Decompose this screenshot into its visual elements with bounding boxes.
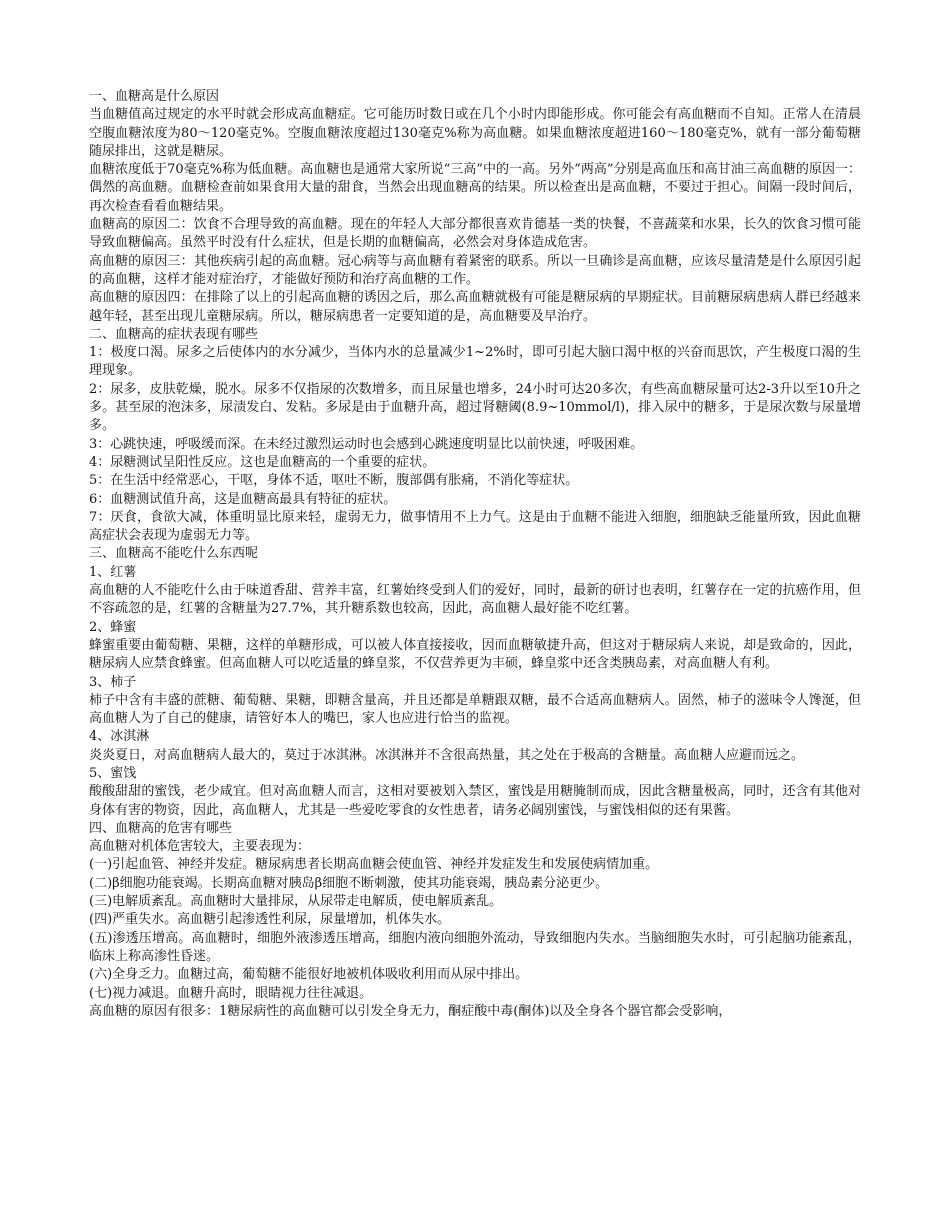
list-item: 3：心跳快速，呼吸缓而深。在未经过激烈运动时也会感到心跳速度明显比以前快速，呼吸困难。 <box>89 436 644 452</box>
list-item: (三)电解质紊乱。高血糖时大量排尿，从尿带走电解质，使电解质紊乱。 <box>89 894 503 910</box>
list-item: (一)引起血管、神经并发症。糖尿病患者长期高血糖会使血管、神经并发症发生和发展使病情加重。 <box>89 857 659 873</box>
paragraph: 血糖浓度低于70毫克%称为低血糖。高血糖也是通常大家所说“三高”中的一高。另外“两高”分别是高血压和高甘油三高血糖的原因一：偶然的高血糖。血糖检查前如果食用大量的甜食，当然会出现血糖高的结果。所以检查出是高血糖，不要过于担心。间隔一段时间后，再次检查看看血糖结果。 <box>89 162 861 214</box>
list-item: (五)渗透压增高。高血糖时，细胞外液渗透压增高，细胞内液向细胞外流动，导致细胞内失水。当脑细胞失水时，可引起脑功能紊乱，临床上称高渗性昏迷。 <box>89 930 861 964</box>
list-item: 1：极度口渴。尿多之后使体内的水分减少，当体内水的总量减少1~2%时，即可引起大脑口渴中枢的兴奋而思饮，产生极度口渴的生理现象。 <box>89 345 861 379</box>
subheading: 2、蜂蜜 <box>89 619 137 635</box>
subheading: 4、冰淇淋 <box>89 729 150 745</box>
heading-cause: 一、血糖高是什么原因 <box>89 89 220 104</box>
list-item: (二)β细胞功能衰竭。长期高血糖对胰岛β细胞不断刺激，使其功能衰竭，胰岛素分泌更少。 <box>89 875 609 891</box>
subheading: 5、蜜饯 <box>89 765 137 781</box>
paragraph: 高血糖的原因三：其他疾病引起的高血糖。冠心病等与高血糖有着紧密的联系。所以一旦确诊是高血糖，应该尽量清楚是什么原因引起的高血糖，这样才能对症治疗，才能做好预防和治疗高血糖的工作。 <box>89 253 861 287</box>
paragraph: 蜂蜜重要由葡萄糖、果糖，这样的单糖形成，可以被人体直接接收，因而血糖敏捷升高，但这对于糖尿病人来说，却是致命的，因此，糖尿病人应禁食蜂蜜。但高血糖人可以吃适量的蜂皇浆，不仅营养更为丰硕，蜂皇浆中还含类胰岛素，对高血糖人有利。 <box>89 637 861 672</box>
list-item: (七)视力减退。血糖升高时，眼睛视力往往减退。 <box>89 985 373 1001</box>
document-page <box>89 88 861 1021</box>
paragraph: 高血糖对机体危害较大，主要表现为： <box>89 839 311 855</box>
paragraph: 血糖高的原因二：饮食不合理导致的高血糖。现在的年轻人大部分都很喜欢肯德基一类的快餐，不喜蔬菜和水果，长久的饮食习惯可能导致血糖偏高。虽然平时没有什么症状，但是长期的血糖偏高，必然会对身体造成危害。 <box>89 217 861 251</box>
heading-foods: 三、血糖高不能吃什么东西呢 <box>89 546 259 562</box>
paragraph: 当血糖值高过规定的水平时就会形成高血糖症。它可能历时数日或在几个小时内即能形成。你可能会有高血糖而不自知。正常人在清晨空腹血糖浓度为80～120毫克%。空腹血糖浓度超过130毫克%称为高血糖。如果血糖浓度超进160～180毫克%，就有一部分葡萄糖随尿排出，这就是糖尿。 <box>89 107 861 159</box>
paragraph: 柿子中含有丰盛的蔗糖、葡萄糖、果糖，即糖含量高，并且还都是单糖跟双糖，最不合适高血糖病人。固然，柿子的滋味令人馋涎，但高血糖人为了自己的健康，请管好本人的嘴巴，家人也应进行恰当的监视。 <box>89 692 861 727</box>
paragraph: 酸酸甜甜的蜜饯，老少咸宜。但对高血糖人而言，这相对要被划入禁区，蜜饯是用糖腌制而成，因此含糖量极高，同时，还含有其他对身体有害的物资，因此，高血糖人，尤其是一些爱吃零食的女性患者，请务必阔别蜜饯，与蜜饯相似的还有果酱。 <box>89 784 861 818</box>
list-item: 7：厌食，食欲大减，体重明显比原来轻，虚弱无力，做事情用不上力气。这是由于血糖不能进入细胞，细胞缺乏能量所致，因此血糖高症状会表现为虚弱无力等。 <box>89 509 861 544</box>
list-item: 6：血糖测试值升高，这是血糖高最具有特征的症状。 <box>89 491 397 507</box>
paragraph: 炎炎夏日，对高血糖病人最大的，莫过于冰淇淋。冰淇淋并不含很高热量，其之处在于极高的含糖量。高血糖人应避而远之。 <box>89 747 805 763</box>
paragraph: 高血糖的原因有很多：1糖尿病性的高血糖可以引发全身无力，酮症酸中毒(酮体)以及全身各个器官都会受影响， <box>89 1003 732 1019</box>
heading-symptoms: 二、血糖高的症状表现有哪些 <box>89 326 259 342</box>
list-item: 4：尿糖测试呈阳性反应。这也是血糖高的一个重要的症状。 <box>89 454 436 470</box>
heading-harms: 四、血糖高的危害有哪些 <box>89 820 233 836</box>
list-item: 2：尿多，皮肤乾燥，脱水。尿多不仅指尿的次数增多，而且尿量也增多，24小时可达20多次，有些高血糖尿量可达2-3升以至10升之多。甚至尿的泡沫多，尿渍发白、发粘。多尿是由于血糖升高，超过肾糖阈(8.9~10mmol/l)，排入尿中的糖多，于是尿次数与尿量增多。 <box>89 381 861 434</box>
subheading: 3、柿子 <box>89 674 137 690</box>
subheading: 1、红薯 <box>89 564 137 580</box>
list-item: (四)严重失水。高血糖引起渗透性利尿，尿量增加，机体失水。 <box>89 912 451 928</box>
list-item: 5：在生活中经常恶心，干呕，身体不适，呕吐不断，腹部偶有胀痛，不消化等症状。 <box>89 473 579 489</box>
paragraph: 高血糖的人不能吃什么由于味道香甜、营养丰富，红薯始终受到人们的爱好，同时，最新的研讨也表明，红薯存在一定的抗癌作用，但不容疏忽的是，红薯的含糖量为27.7%，其升糖系数也较高，因此，高血糖人最好能不吃红薯。 <box>89 583 861 617</box>
list-item: (六)全身乏力。血糖过高，葡萄糖不能很好地被机体吸收利用而从尿中排出。 <box>89 967 529 983</box>
paragraph: 高血糖的原因四：在排除了以上的引起高血糖的诱因之后，那么高血糖就极有可能是糖尿病的早期症状。目前糖尿病患病人群已经越来越年轻，甚至出现儿童糖尿病。所以，糖尿病患者一定要知道的是，高血糖要及早治疗。 <box>89 290 861 324</box>
